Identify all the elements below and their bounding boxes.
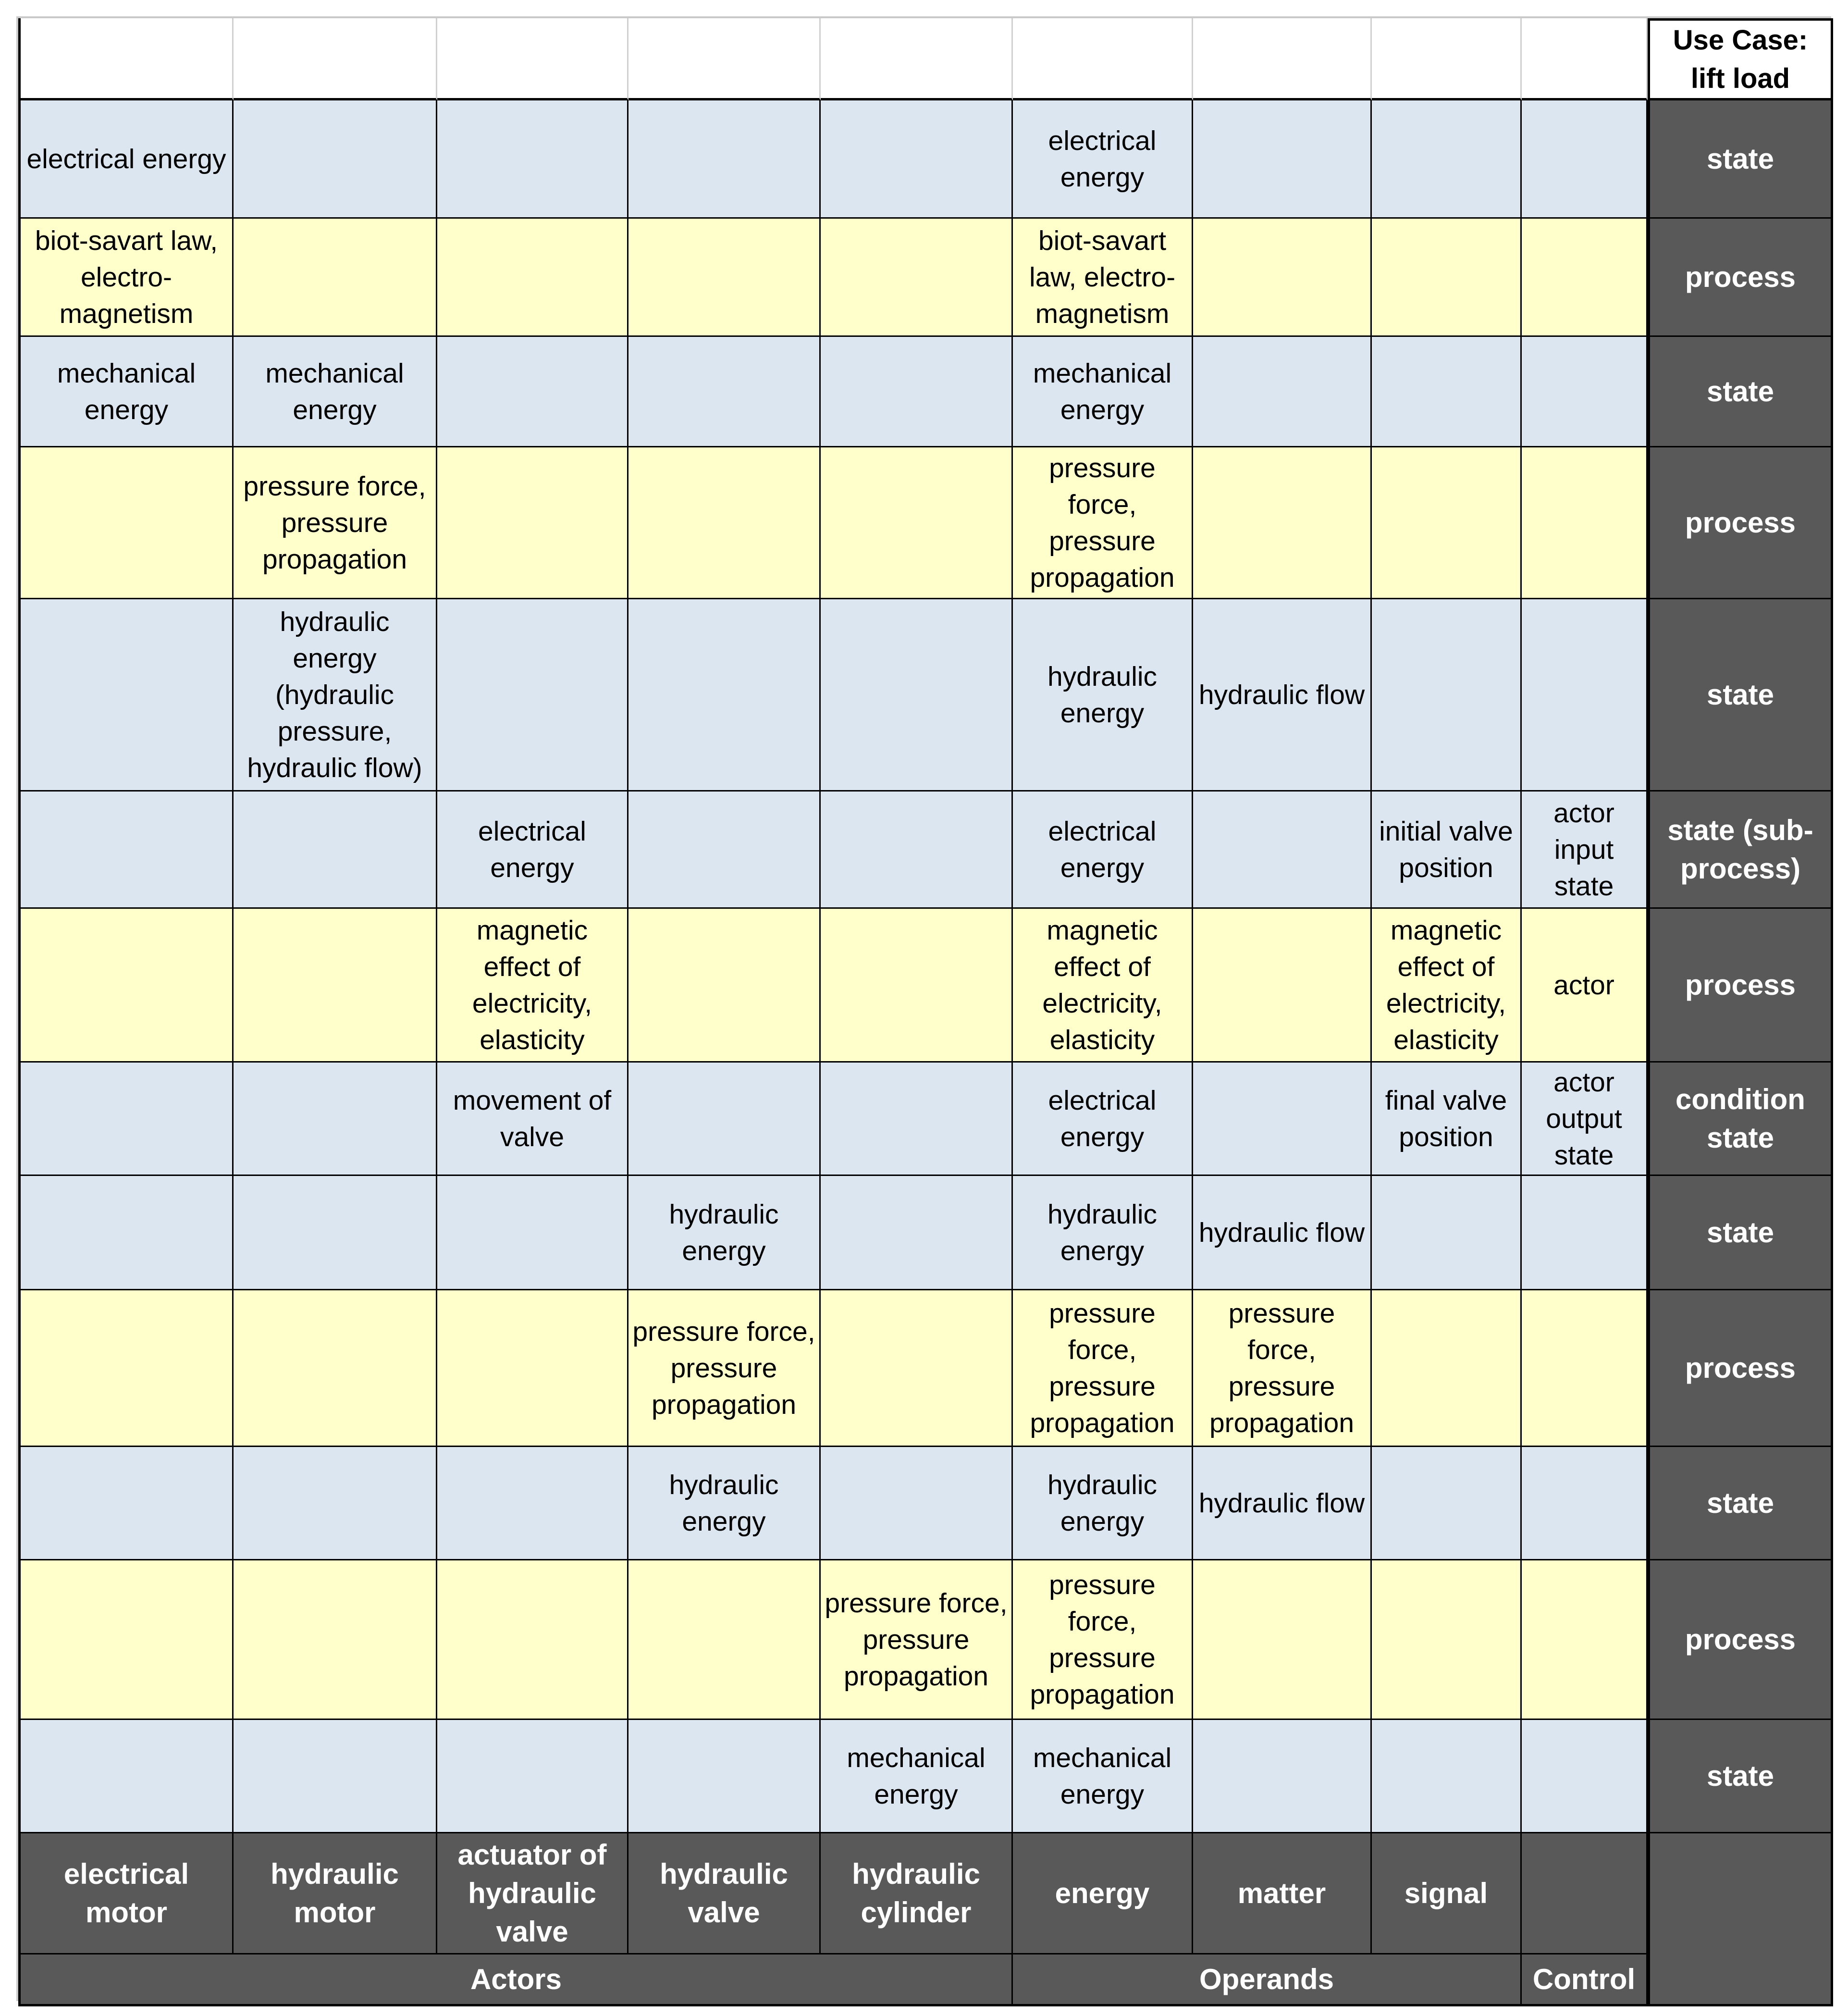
row-type-label: process [1648, 447, 1833, 599]
table-cell [437, 337, 628, 447]
table-cell [1372, 1720, 1522, 1833]
row-type-label: state [1648, 337, 1833, 447]
use-case-header: Use Case: lift load [1648, 18, 1833, 100]
row-type-label: process [1648, 909, 1833, 1063]
table-cell: hydraulic flow [1193, 1447, 1372, 1560]
table-cell [821, 1447, 1013, 1560]
table-cell [628, 909, 821, 1063]
table-cell [821, 219, 1013, 337]
table-cell [1372, 1560, 1522, 1720]
table-cell: mechanical energy [18, 337, 234, 447]
table-cell: actor [1522, 909, 1648, 1063]
table-cell [437, 1720, 628, 1833]
table-cell [1372, 219, 1522, 337]
column-group-label: Actors [18, 1954, 1013, 2006]
table-cell: electrical energy [1013, 100, 1193, 219]
table-cell: electrical energy [18, 100, 234, 219]
table-cell [628, 1720, 821, 1833]
table-cell: pressure force, pressure propagation [234, 447, 437, 599]
table-cell [821, 1290, 1013, 1447]
table-cell: electrical energy [437, 792, 628, 909]
table-cell [1372, 1290, 1522, 1447]
table-cell: biot-savart law, electro-magnetism [18, 219, 234, 337]
table-cell [18, 1176, 234, 1290]
table-cell [234, 909, 437, 1063]
table-cell [437, 1447, 628, 1560]
table-cell [1522, 100, 1648, 219]
table-cell [234, 219, 437, 337]
header-blank [1372, 18, 1522, 100]
table-cell: mechanical energy [234, 337, 437, 447]
table-cell [1522, 219, 1648, 337]
table-cell: hydraulic energy [1013, 599, 1193, 792]
table-cell [18, 1290, 234, 1447]
table-cell [437, 447, 628, 599]
table-cell [18, 599, 234, 792]
column-label: hydraulic valve [628, 1833, 821, 1954]
table-cell: electrical energy [1013, 792, 1193, 909]
table-cell [18, 1720, 234, 1833]
column-label: electrical motor [18, 1833, 234, 1954]
table-cell [234, 1720, 437, 1833]
table-cell [437, 1290, 628, 1447]
table-cell [1522, 1176, 1648, 1290]
table-cell [437, 219, 628, 337]
table-cell [234, 1447, 437, 1560]
header-blank [234, 18, 437, 100]
table-cell [821, 100, 1013, 219]
row-type-label: condition state [1648, 1063, 1833, 1176]
column-label: matter [1193, 1833, 1372, 1954]
table-cell [1193, 1560, 1372, 1720]
table-cell [1522, 1290, 1648, 1447]
table-cell: pressure force, pressure propagation [1013, 1290, 1193, 1447]
column-label: hydraulic motor [234, 1833, 437, 1954]
table-cell: hydraulic energy [628, 1447, 821, 1560]
table-cell [1522, 1447, 1648, 1560]
header-blank [821, 18, 1013, 100]
table-cell [628, 447, 821, 599]
table-cell [1522, 1720, 1648, 1833]
table-cell [821, 792, 1013, 909]
table-cell [1522, 1560, 1648, 1720]
table-cell [18, 792, 234, 909]
table-cell [628, 219, 821, 337]
table-cell [628, 792, 821, 909]
table-cell: pressure force, pressure propagation [1193, 1290, 1372, 1447]
header-blank [1013, 18, 1193, 100]
table-cell: hydraulic energy (hydraulic pressure, hydraulic flow) [234, 599, 437, 792]
table-cell [234, 1290, 437, 1447]
table-cell: final valve position [1372, 1063, 1522, 1176]
column-label: hydraulic cylinder [821, 1833, 1013, 1954]
table-cell [234, 792, 437, 909]
table-cell: pressure force, pressure propagation [1013, 1560, 1193, 1720]
table-cell [1193, 219, 1372, 337]
column-label: energy [1013, 1833, 1193, 1954]
table-cell [1193, 337, 1372, 447]
table-cell [1372, 599, 1522, 792]
row-type-label: process [1648, 219, 1833, 337]
header-blank [18, 18, 234, 100]
row-type-label: state [1648, 1720, 1833, 1833]
table-cell [18, 909, 234, 1063]
table-cell [628, 337, 821, 447]
row-type-label: state [1648, 599, 1833, 792]
table-cell [234, 1560, 437, 1720]
use-case-table [16, 16, 1831, 2001]
table-cell: initial valve position [1372, 792, 1522, 909]
table-cell [1193, 1720, 1372, 1833]
table-cell [437, 1560, 628, 1720]
table-cell [1522, 599, 1648, 792]
table-cell: movement of valve [437, 1063, 628, 1176]
table-cell: actor input state [1522, 792, 1648, 909]
header-blank [1193, 18, 1372, 100]
row-type-label: process [1648, 1290, 1833, 1447]
table-cell [234, 1176, 437, 1290]
table-cell [1193, 100, 1372, 219]
table-cell: magnetic effect of electricity, elasticity [1372, 909, 1522, 1063]
table-cell [1522, 337, 1648, 447]
table-cell [628, 1063, 821, 1176]
table-cell [18, 1063, 234, 1176]
table-cell: actor output state [1522, 1063, 1648, 1176]
table-cell [1193, 909, 1372, 1063]
table-cell: magnetic effect of electricity, elasticity [437, 909, 628, 1063]
header-blank [1522, 18, 1648, 100]
table-cell: hydraulic flow [1193, 599, 1372, 792]
column-label [1522, 1833, 1648, 1954]
table-cell: pressure force, pressure propagation [1013, 447, 1193, 599]
column-group-label: Operands [1013, 1954, 1522, 2006]
table-cell [821, 337, 1013, 447]
table-cell: mechanical energy [1013, 337, 1193, 447]
table-cell [821, 1063, 1013, 1176]
table-cell [437, 100, 628, 219]
row-type-label: state [1648, 100, 1833, 219]
table-cell [821, 909, 1013, 1063]
column-group-label: Control [1522, 1954, 1648, 2006]
table-cell [628, 100, 821, 219]
row-type-label: state (sub-process) [1648, 792, 1833, 909]
table-cell: pressure force, pressure propagation [628, 1290, 821, 1447]
table-cell: hydraulic energy [628, 1176, 821, 1290]
table-cell: magnetic effect of electricity, elasticity [1013, 909, 1193, 1063]
table-cell [1193, 447, 1372, 599]
table-cell [1372, 337, 1522, 447]
column-label: actuator of hydraulic valve [437, 1833, 628, 1954]
table-cell [234, 1063, 437, 1176]
header-blank [437, 18, 628, 100]
column-label: signal [1372, 1833, 1522, 1954]
table-cell [628, 599, 821, 792]
header-blank [628, 18, 821, 100]
table-cell [1193, 1063, 1372, 1176]
table-cell [234, 100, 437, 219]
table-cell [1193, 792, 1372, 909]
table-cell [1372, 1176, 1522, 1290]
table-cell [821, 1176, 1013, 1290]
table-cell: mechanical energy [1013, 1720, 1193, 1833]
table-cell [1522, 447, 1648, 599]
row-type-label: process [1648, 1560, 1833, 1720]
table-cell [1372, 100, 1522, 219]
row-type-label: state [1648, 1176, 1833, 1290]
corner-cell [1648, 1833, 1833, 2006]
table-cell [437, 1176, 628, 1290]
table-cell [1372, 447, 1522, 599]
table-cell: hydraulic energy [1013, 1447, 1193, 1560]
table-cell: hydraulic flow [1193, 1176, 1372, 1290]
table-cell [628, 1560, 821, 1720]
table-cell: mechanical energy [821, 1720, 1013, 1833]
table-cell: pressure force, pressure propagation [821, 1560, 1013, 1720]
table-cell [437, 599, 628, 792]
table-cell [18, 447, 234, 599]
table-cell: biot-savart law, electro-magnetism [1013, 219, 1193, 337]
table-cell: hydraulic energy [1013, 1176, 1193, 1290]
table-cell [821, 447, 1013, 599]
table-cell [18, 1560, 234, 1720]
table-cell: electrical energy [1013, 1063, 1193, 1176]
table-cell [821, 599, 1013, 792]
table-cell [1372, 1447, 1522, 1560]
row-type-label: state [1648, 1447, 1833, 1560]
table-cell [18, 1447, 234, 1560]
